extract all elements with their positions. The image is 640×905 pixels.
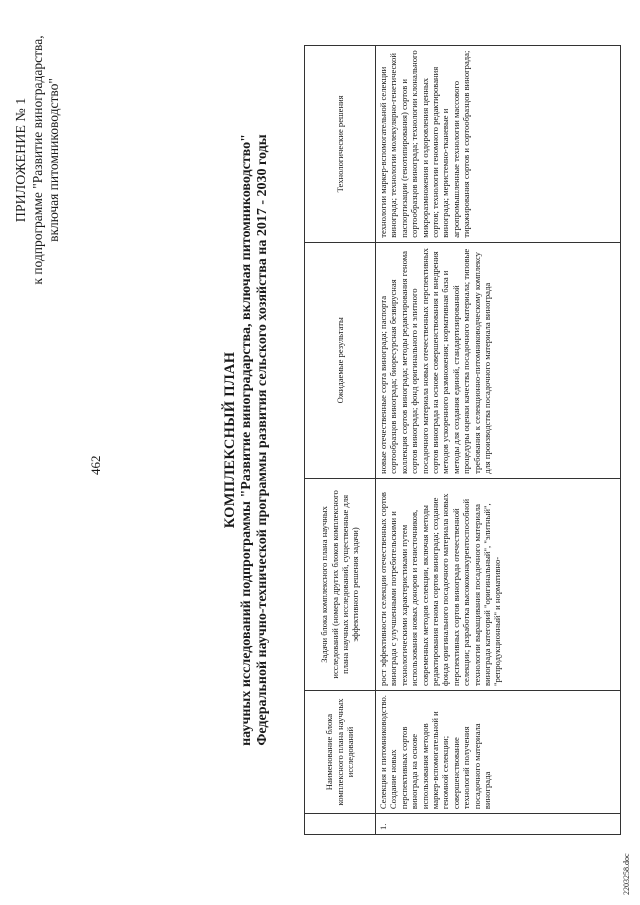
cell-block-tasks-text: рост эффективности селекции отечественных сортов винограда с улучшенными потребительскими и технологическими характеристиками путем использования новых доноров и генисточников, современных методов селекции, включая методы редактирования генома сортов винограда; создание фонда оригинального посадочного материала новых перспективных сортов винограда отечественной селекции; разработка высококонкурентоспособной технологии выращивания посадочного материала винограда категорий "оригинальный", "элитный", "репродукционный" и нормативно- (378, 492, 503, 686)
appendix-title: ПРИЛОЖЕНИЕ № 1 (14, 97, 29, 223)
header-expected-results: Ожидаемые результаты (305, 242, 376, 478)
cell-expected-results-text: новые отечественные сорта винограда; паспорта сортообразцов винограда; биоресурсная безвирусная коллекция сортов винограда; методы редактирования генома сортов винограда; фонд оригинального и элитного посадочного материала новых отечественных перспективных сортов винограда на основе совершенствования и внедрения методов ускоренного размножения; нормативная база и методы для создания единой, стандартизированной процедуры оценки качества посадочного материала; типовые требования к селекционно-питомниководческому комплексу для производства посадочного материала винограда (378, 248, 493, 474)
title-line-1: КОМПЛЕКСНЫЙ ПЛАН (222, 351, 238, 529)
table-row (376, 46, 621, 835)
header-block-tasks: Задачи блока комплексного плана научных исследований (номера других блоков комплексного плана научных исследований, существенные для эффективного решения задачи) (305, 478, 376, 690)
header-number (305, 814, 376, 835)
page-number: 462 (88, 455, 103, 475)
cell-tech-solutions-text: технологии маркер-вспомогательной селекции винограда; технологии молекулярно-генетической паспортизации (генотипирования) сортов и сортообразцов винограда; технологии клонального микроразмножения и оздоровления ценных сортов; технологии геномного редактирования винограда; меристемно-тканевые и агропромышленные технологии массового тиражирования сортов и сортообразцов винограда; (378, 50, 472, 238)
appendix-header (14, 15, 62, 305)
table-header-row (305, 46, 376, 835)
document-title (222, 125, 272, 755)
title-line-3: Федеральной научно-технической программы развития сельского хозяйства на 2017 - 2030 годы (255, 134, 270, 746)
cell-tech-solutions (376, 46, 621, 243)
cell-block-name-text: Селекция и питомниководство. Создание новых перспективных сортов винограда на основе использования методов маркер-вспомогательной и геномной селекции; совершенствование технологий получения посадочного материала винограда (378, 695, 493, 810)
row-number: 1. (376, 814, 621, 835)
cell-block-name (376, 690, 621, 813)
header-tech-solutions: Технологические решения (305, 46, 376, 243)
title-line-2: научных исследований подпрограммы "Развитие виноградарства, включая питомниководство" (238, 134, 254, 746)
header-block-name: Наименование блока комплексного плана научных исследований (305, 690, 376, 813)
appendix-subtitle-line-1: к подпрограмме "Развитие виноградарства, (30, 35, 45, 285)
document-file-id: 2203258.doc (622, 853, 631, 895)
cell-block-tasks (376, 478, 621, 690)
research-plan-table (304, 45, 621, 835)
appendix-subtitle-line-2: включая питомниководство" (46, 78, 61, 242)
cell-expected-results (376, 242, 621, 478)
